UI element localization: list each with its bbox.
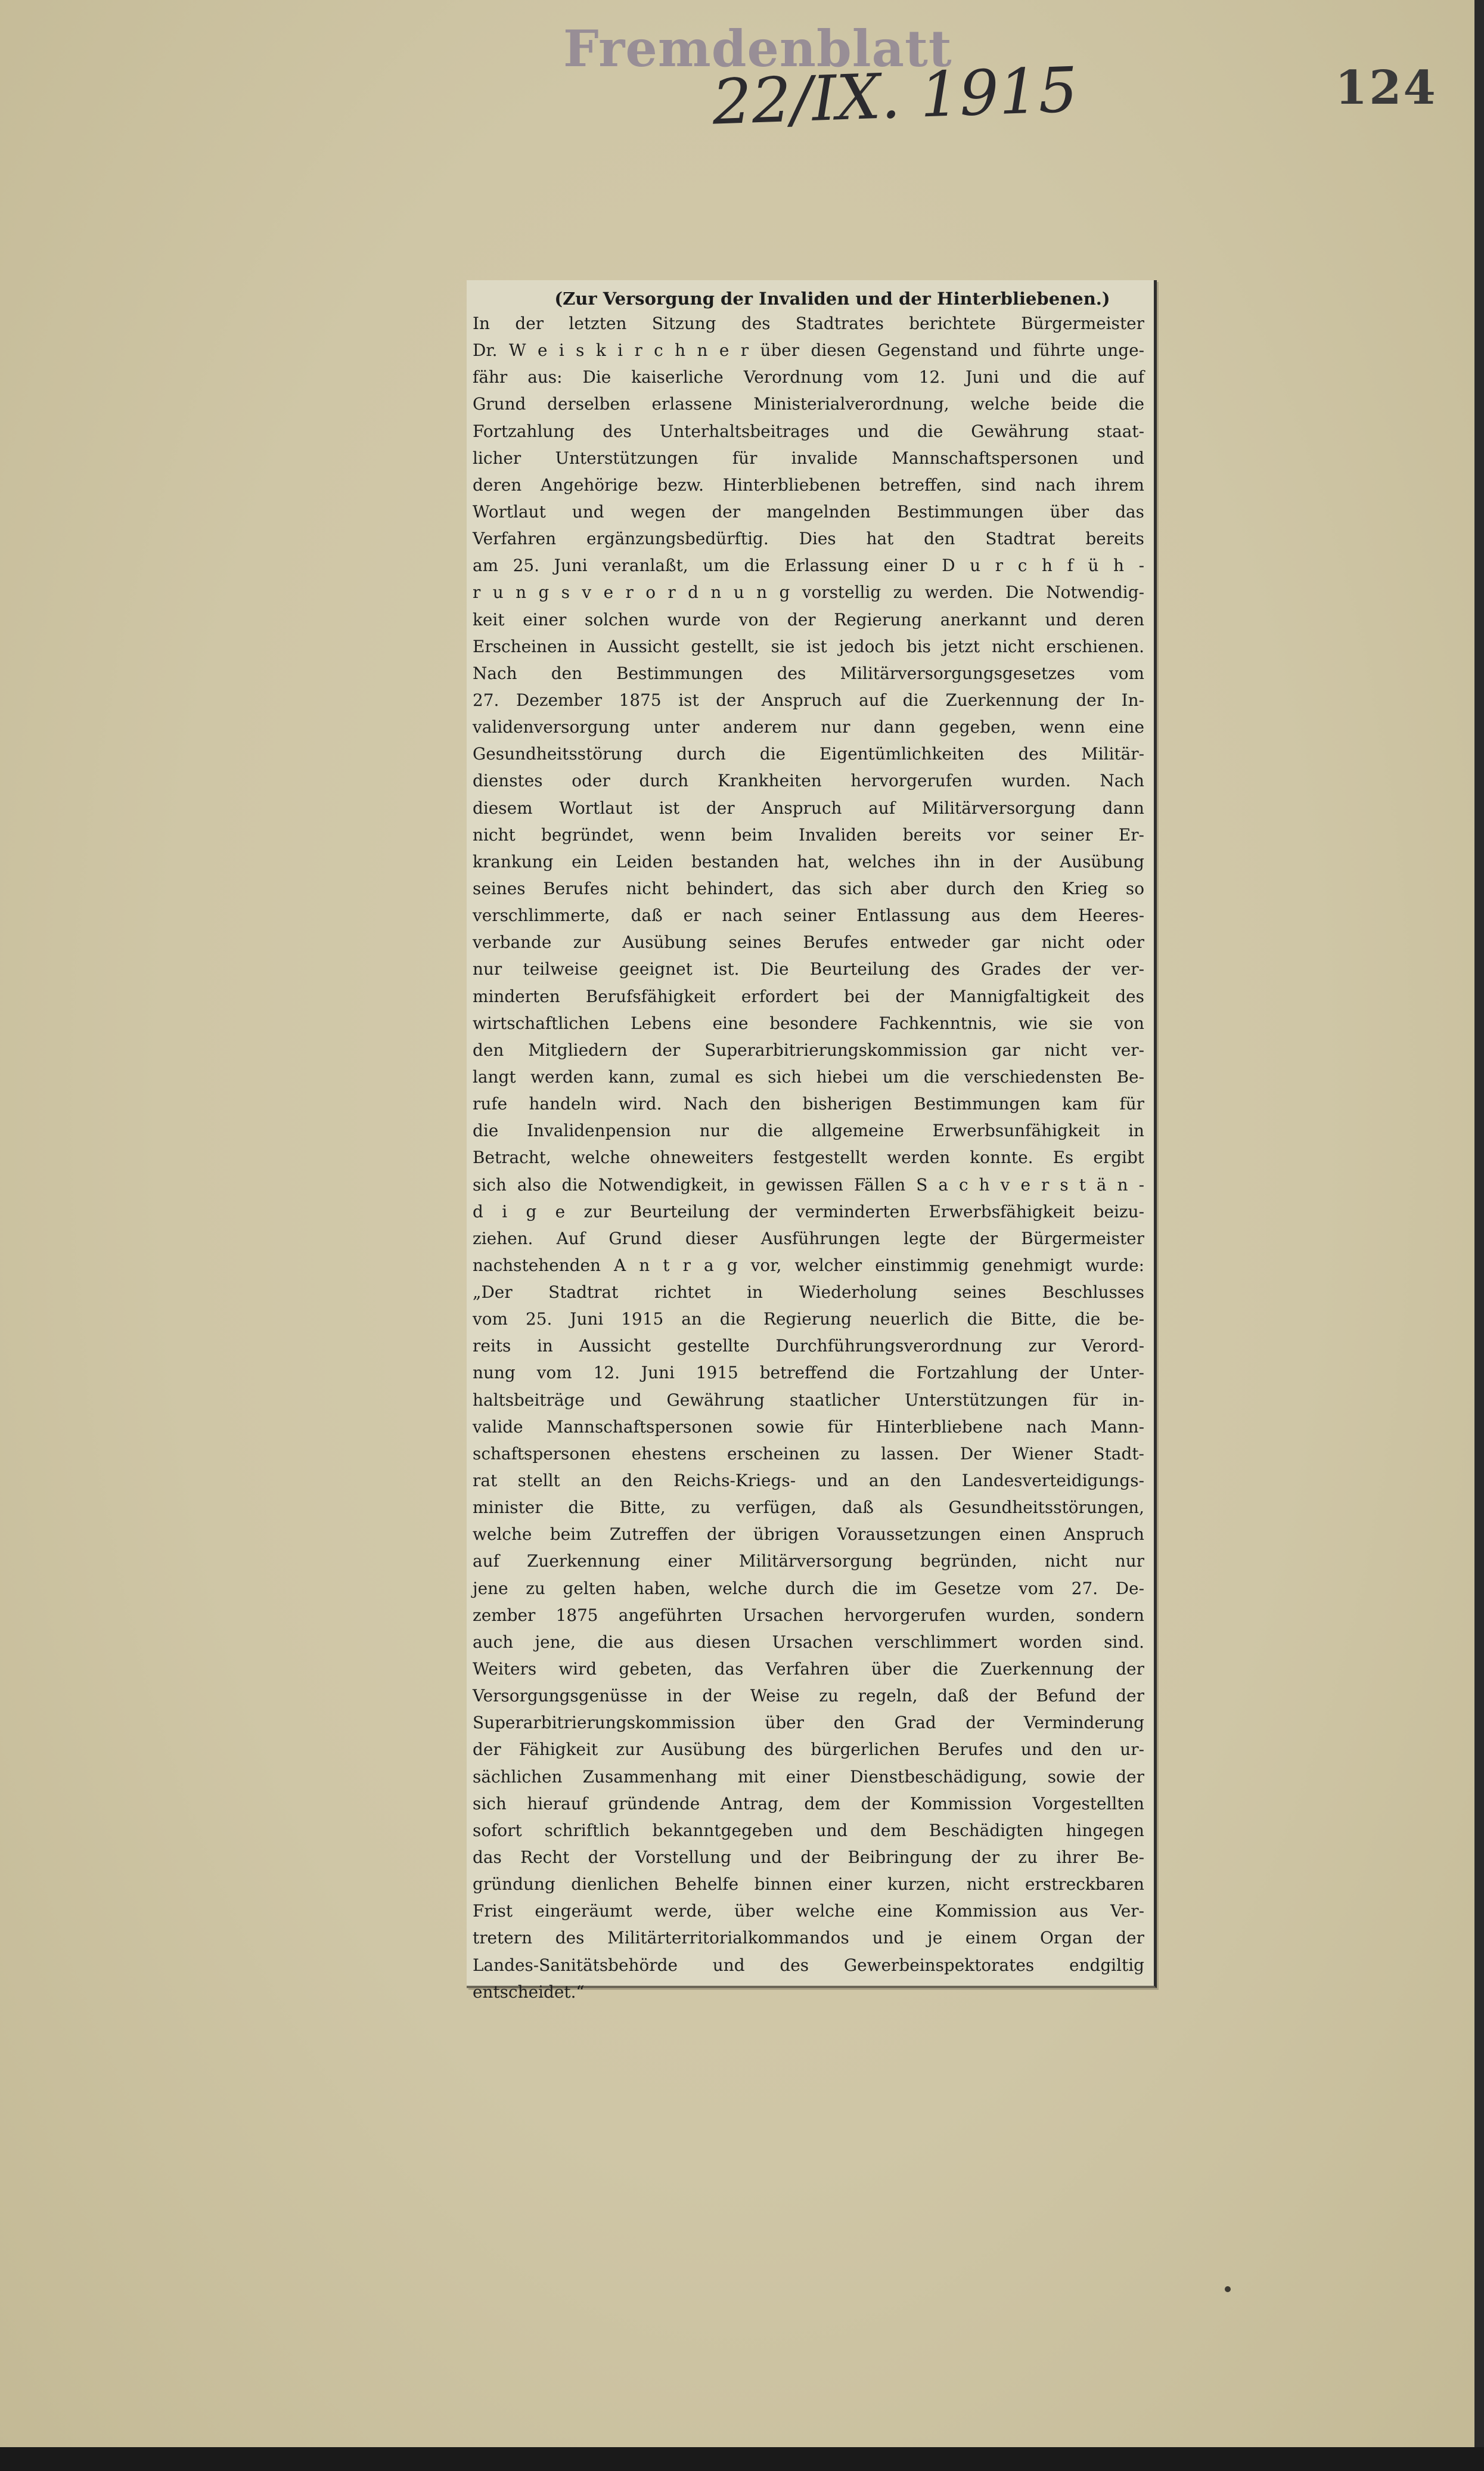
article-line: sächlichen Zusammenhang mit einer Dienstbeschädigung, sowie der [473,1766,1144,1787]
article-line: rat stellt an den Reichs-Kriegs- und an den Landesverteidigungs- [473,1471,1144,1491]
scan-edge-bottom [0,2447,1484,2471]
article-line: sofort schriftlich bekanntgegeben und dem Beschädigten hingegen [473,1820,1144,1840]
article-line: verschlimmerte, daß er nach seiner Entlassung aus dem Heeres- [473,906,1144,926]
article-body [473,310,1144,2005]
folio-number: 124 [1335,61,1438,115]
article-line: Landes-Sanitätsbehörde und des Gewerbeinspektorates endgiltig [473,1955,1144,1975]
article-line: Fortzahlung des Unterhaltsbeitrages und die Gewährung staat- [473,421,1144,441]
article-line: nicht begründet, wenn beim Invaliden bereits vor seiner Er- [473,824,1144,845]
article-line: keit einer solchen wurde von der Regierung anerkannt und deren [473,609,1144,630]
article-line: der Fähigkeit zur Ausübung des bürgerlichen Berufes und den ur- [473,1740,1144,1760]
article-line: valide Mannschaftspersonen sowie für Hinterbliebene nach Mann- [473,1416,1144,1437]
article-line: gründung dienlichen Behelfe binnen einer kurzen, nicht erstreckbaren [473,1874,1144,1895]
paper-spot [1225,2286,1231,2292]
article-line: Nach den Bestimmungen des Militärversorgungsgesetzes vom [473,663,1144,683]
article-line: sich also die Notwendigkeit, in gewissen Fällen S a c h v e r s t ä n - [473,1174,1144,1195]
article-line: minderten Berufsfähigkeit erfordert bei der Mannigfaltigkeit des [473,986,1144,1006]
article-line: Erscheinen in Aussicht gestellt, sie ist jedoch bis jetzt nicht erschienen. [473,636,1144,656]
article-line: schaftspersonen ehestens erscheinen zu lassen. Der Wiener Stadt- [473,1443,1144,1464]
article-line: Verfahren ergänzungsbedürftig. Dies hat den Stadtrat bereits [473,529,1144,549]
article-line: ziehen. Auf Grund dieser Ausführungen legte der Bürgermeister [473,1228,1144,1248]
newspaper-clipping [467,280,1157,2002]
newspaper-name-stamp: Fremdenblatt [563,19,952,78]
article-line: r u n g s v e r o r d n u n g vorstellig zu werden. Die Notwendig- [473,582,1144,603]
article-line: 27. Dezember 1875 ist der Anspruch auf die Zuerkennung der In- [473,690,1144,710]
article-line: rufe handeln wird. Nach den bisherigen Bestimmungen kam für [473,1094,1144,1114]
article-line: verbande zur Ausübung seines Berufes entweder gar nicht oder [473,932,1144,953]
scan-edge-right [1474,0,1484,2471]
article-line: Gesundheitsstörung durch die Eigentümlichkeiten des Militär- [473,744,1144,764]
article-line: wirtschaftlichen Lebens eine besondere Fachkenntnis, wie sie von [473,1013,1144,1033]
article-line: nachstehenden A n t r a g vor, welcher einstimmig genehmigt wurde: [473,1255,1144,1275]
handwritten-date: 22/IX. 1915 [711,53,1079,139]
article-line: tretern des Militärterritorialkommandos und je einem Organ der [473,1928,1144,1948]
article-line: nung vom 12. Juni 1915 betreffend die Fortzahlung der Unter- [473,1363,1144,1383]
article-line: diesem Wortlaut ist der Anspruch auf Militärversorgung dann [473,798,1144,818]
article-line: den Mitgliedern der Superarbitrierungskommission gar nicht ver- [473,1040,1144,1060]
article-line: deren Angehörige bezw. Hinterbliebenen betreffen, sind nach ihrem [473,475,1144,495]
article-line: haltsbeiträge und Gewährung staatlicher Unterstützungen für in- [473,1390,1144,1410]
article-line: validenversorgung unter anderem nur dann gegeben, wenn eine [473,717,1144,737]
article-line: sich hierauf gründende Antrag, dem der Kommission Vorgestellten [473,1793,1144,1813]
article-line: fähr aus: Die kaiserliche Verordnung vom 12. Juni und die auf [473,367,1144,387]
article-line: Frist eingeräumt werde, über welche eine Kommission aus Ver- [473,1901,1144,1921]
article-line: am 25. Juni veranlaßt, um die Erlassung einer D u r c h f ü h - [473,556,1144,576]
article-line: zember 1875 angeführten Ursachen hervorgerufen wurden, sondern [473,1605,1144,1625]
article-line: Grund derselben erlassene Ministerialverordnung, welche beide die [473,394,1144,414]
article-line: entscheidet.“ [473,1982,585,2002]
article-line: langt werden kann, zumal es sich hiebei um die verschiedensten Be- [473,1066,1144,1087]
article-line: minister die Bitte, zu verfügen, daß als Gesundheitsstörungen, [473,1498,1144,1518]
article-line: dienstes oder durch Krankheiten hervorgerufen wurden. Nach [473,771,1144,791]
article-line: krankung ein Leiden bestanden hat, welches ihn in der Ausübung [473,851,1144,872]
article-line: auch jene, die aus diesen Ursachen verschlimmert worden sind. [473,1632,1144,1652]
article-line: licher Unterstützungen für invalide Mannschaftspersonen und [473,448,1144,468]
article-line: reits in Aussicht gestellte Durchführungsverordnung zur Verord- [473,1336,1144,1356]
article-line: Betracht, welche ohneweiters festgestellt werden konnte. Es ergibt [473,1148,1144,1168]
article-line: d i g e zur Beurteilung der verminderten Erwerbsfähigkeit beizu- [473,1201,1144,1221]
article-line: seines Berufes nicht behindert, das sich aber durch den Krieg so [473,878,1144,898]
article-line: vom 25. Juni 1915 an die Regierung neuerlich die Bitte, die be- [473,1309,1144,1329]
article-line: jene zu gelten haben, welche durch die im Gesetze vom 27. De- [473,1578,1144,1598]
article-line: „Der Stadtrat richtet in Wiederholung seines Beschlusses [473,1282,1144,1303]
article-line: nur teilweise geeignet ist. Die Beurteilung des Grades der ver- [473,959,1144,979]
article-line: welche beim Zutreffen der übrigen Voraussetzungen einen Anspruch [473,1524,1144,1545]
article-line: In der letzten Sitzung des Stadtrates berichtete Bürgermeister [473,314,1144,333]
article-line: Wortlaut und wegen der mangelnden Bestimmungen über das [473,501,1144,522]
article-line: Superarbitrierungskommission über den Grad der Verminderung [473,1713,1144,1733]
article-line: die Invalidenpension nur die allgemeine Erwerbsunfähigkeit in [473,1121,1144,1141]
article-title: (Zur Versorgung der Invaliden und der Hinterbliebenen.) [554,289,1110,309]
article-line: Versorgungsgenüsse in der Weise zu regeln, daß der Befund der [473,1686,1144,1706]
article-line: auf Zuerkennung einer Militärversorgung begründen, nicht nur [473,1551,1144,1571]
article-line: Weiters wird gebeten, das Verfahren über die Zuerkennung der [473,1659,1144,1679]
article-line: das Recht der Vorstellung und der Beibringung der zu ihrer Be- [473,1847,1144,1868]
article-line: Dr. W e i s k i r c h n e r über diesen Gegenstand und führte unge- [473,340,1144,361]
